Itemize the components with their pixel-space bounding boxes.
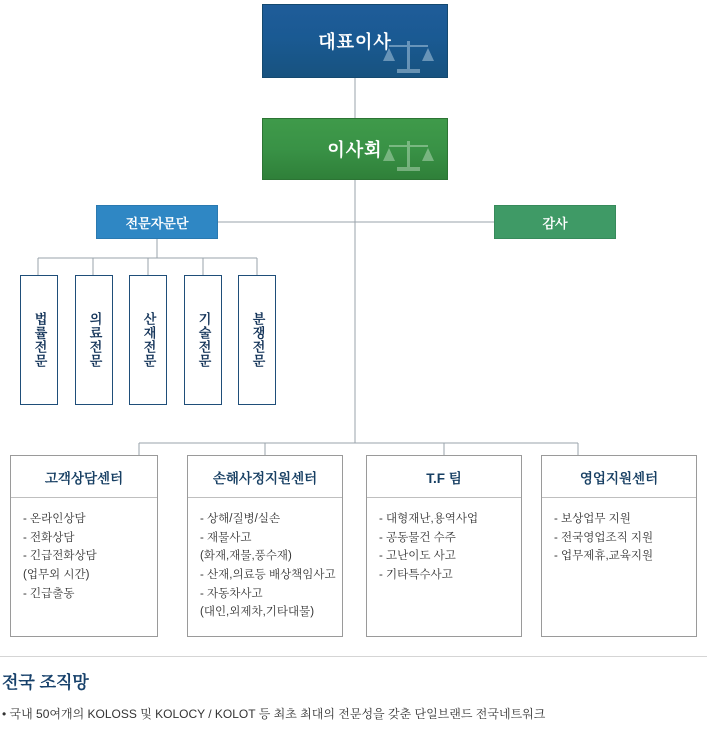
dept-item: (대인,외제차,기타대물) bbox=[200, 606, 315, 619]
dept-item: - 긴급전화상담 bbox=[23, 550, 97, 563]
dept-item: - 상해/질병/실손 bbox=[200, 513, 281, 525]
dept-item-list bbox=[188, 498, 342, 630]
dept-item-list bbox=[367, 498, 521, 593]
dept-item: - 업무제휴,교육지원 bbox=[554, 550, 654, 563]
footer-section bbox=[0, 668, 707, 734]
node-audit[interactable] bbox=[494, 205, 616, 239]
node-expert-label: 의료전문 bbox=[87, 312, 103, 368]
dept-card-tf-team[interactable] bbox=[366, 455, 522, 637]
dept-item: - 고난이도 사고 bbox=[379, 550, 456, 563]
node-expert-label: 법률전문 bbox=[32, 312, 48, 368]
footer-description: • 국내 50여개의 KOLOSS 및 KOLOCY / KOLOT 등 최초 최대의 전문성을 갖춘 단일브랜드 전국네트워크 bbox=[2, 707, 546, 721]
node-advisory-label: 전문자문단 bbox=[125, 215, 189, 231]
node-expert-label: 산재전문 bbox=[141, 312, 157, 368]
dept-item-list bbox=[542, 498, 696, 574]
node-expert-technical[interactable] bbox=[184, 275, 222, 405]
dept-card-sales-support-center[interactable] bbox=[541, 455, 697, 637]
dept-title: 고객상담센터 bbox=[11, 456, 157, 498]
node-board-label: 이사회 bbox=[327, 140, 383, 160]
node-ceo[interactable] bbox=[262, 4, 448, 78]
dept-item: - 대형재난,용역사업 bbox=[379, 513, 479, 525]
node-expert-legal[interactable] bbox=[20, 275, 58, 405]
dept-item: - 재물사고 bbox=[200, 531, 252, 544]
node-expert-industrial-accident[interactable] bbox=[129, 275, 167, 405]
node-expert-dispute[interactable] bbox=[238, 275, 276, 405]
dept-title: 손해사정지원센터 bbox=[188, 456, 342, 498]
node-ceo-label: 대표이사 bbox=[318, 32, 392, 52]
node-board[interactable] bbox=[262, 118, 448, 180]
dept-item-list bbox=[11, 498, 157, 611]
node-expert-medical[interactable] bbox=[75, 275, 113, 405]
footer-divider bbox=[0, 656, 707, 657]
dept-item: - 온라인상담 bbox=[23, 513, 86, 525]
node-expert-label: 분쟁전문 bbox=[250, 312, 266, 368]
dept-title: 영업지원센터 bbox=[542, 456, 696, 498]
dept-item: - 공동물건 수주 bbox=[379, 531, 456, 544]
dept-item: - 전화상담 bbox=[23, 531, 75, 544]
dept-item: - 자동차사고 bbox=[200, 587, 263, 600]
node-advisory[interactable] bbox=[96, 205, 218, 239]
dept-title: T.F 팀 bbox=[367, 456, 521, 498]
footer-title: 전국 조직망 bbox=[2, 673, 89, 692]
dept-item: - 산재,의료등 배상책임사고 bbox=[200, 568, 336, 581]
node-expert-label: 기술전문 bbox=[196, 312, 212, 368]
dept-item: - 기타특수사고 bbox=[379, 568, 453, 581]
dept-card-claims-support-center[interactable] bbox=[187, 455, 343, 637]
dept-item: - 보상업무 지원 bbox=[554, 513, 631, 525]
dept-item: (화재,재물,풍수재) bbox=[200, 550, 292, 563]
node-audit-label: 감사 bbox=[542, 215, 568, 231]
dept-card-customer-center[interactable] bbox=[10, 455, 158, 637]
scales-icon bbox=[379, 137, 439, 179]
dept-item: - 전국영업조직 지원 bbox=[554, 531, 654, 544]
scales-icon bbox=[379, 35, 439, 77]
dept-item: (업무외 시간) bbox=[23, 568, 90, 581]
dept-item: - 긴급출동 bbox=[23, 587, 75, 600]
